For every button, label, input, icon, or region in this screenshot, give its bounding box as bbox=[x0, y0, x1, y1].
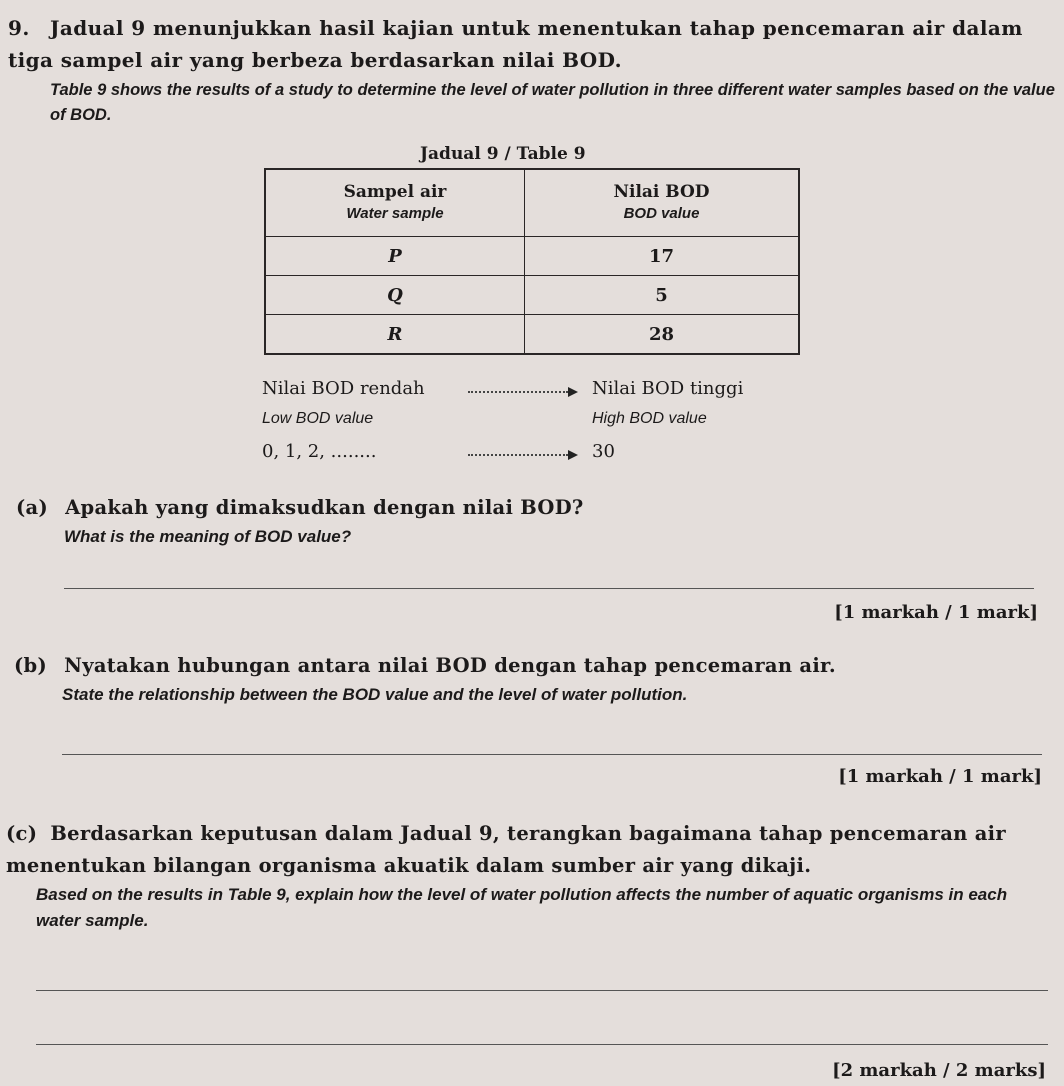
scale-high-value: 30 bbox=[592, 441, 615, 462]
table-header-row bbox=[265, 169, 799, 237]
header-bod-value bbox=[525, 169, 800, 237]
part-b-question-ms bbox=[14, 652, 836, 680]
header-water-sample-ms: Sampel air bbox=[343, 182, 447, 202]
value-cell: 28 bbox=[525, 315, 800, 355]
part-c-question-ms bbox=[6, 818, 1056, 882]
sample-cell: Q bbox=[265, 276, 525, 315]
header-water-sample bbox=[265, 169, 525, 237]
bod-table bbox=[264, 168, 800, 355]
answer-line-b[interactable] bbox=[62, 754, 1042, 755]
scale-low-values: 0, 1, 2, ........ bbox=[262, 441, 377, 462]
table-row bbox=[265, 276, 799, 315]
scale-low-label-ms: Nilai BOD rendah bbox=[262, 378, 425, 399]
intro-malay-text: Jadual 9 menunjukkan hasil kajian untuk menentukan tahap pencemaran air dalam tiga sampel air yang berbeza berdasarkan nilai BOD. bbox=[8, 16, 1023, 72]
part-b-marks: [1 markah / 1 mark] bbox=[838, 766, 1042, 787]
part-a-question-ms bbox=[16, 494, 584, 522]
table-row bbox=[265, 315, 799, 355]
value-cell: 17 bbox=[525, 237, 800, 276]
scale-low-label-en: Low BOD value bbox=[262, 410, 374, 427]
table-row bbox=[265, 237, 799, 276]
header-water-sample-en: Water sample bbox=[346, 205, 444, 222]
answer-line-a[interactable] bbox=[64, 588, 1034, 589]
part-a-marks: [1 markah / 1 mark] bbox=[834, 602, 1038, 623]
sample-cell: R bbox=[265, 315, 525, 355]
question-number: 9. bbox=[8, 16, 30, 40]
question-intro-malay bbox=[8, 12, 1058, 76]
answer-line-c2[interactable] bbox=[36, 1044, 1048, 1045]
answer-line-c1[interactable] bbox=[36, 990, 1048, 991]
part-b-label: (b) bbox=[14, 654, 47, 677]
scale-arrowhead-top bbox=[568, 387, 578, 397]
part-c-text-ms: Berdasarkan keputusan dalam Jadual 9, terangkan bagaimana tahap pencemaran air menentukan bilangan organisma akuatik dalam sumber air yang dikaji. bbox=[6, 822, 1006, 877]
part-c-question-en: Based on the results in Table 9, explain how the level of water pollution affects the number of aquatic organisms in each water sample. bbox=[36, 885, 1008, 930]
part-a-text-ms: Apakah yang dimaksudkan dengan nilai BOD? bbox=[65, 496, 584, 519]
question-intro-english: Table 9 shows the results of a study to determine the level of water pollution in three different water samples based on the value of BOD. bbox=[50, 81, 1055, 124]
header-bod-value-ms: Nilai BOD bbox=[613, 182, 710, 202]
table-caption: Jadual 9 / Table 9 bbox=[420, 144, 586, 164]
scale-high-label-en: High BOD value bbox=[592, 410, 707, 427]
part-c-label: (c) bbox=[6, 822, 38, 845]
part-b-text-ms: Nyatakan hubungan antara nilai BOD dengan tahap pencemaran air. bbox=[64, 654, 836, 677]
part-b-question-en: State the relationship between the BOD value and the level of water pollution. bbox=[62, 685, 688, 704]
part-c-marks: [2 markah / 2 marks] bbox=[832, 1060, 1046, 1081]
value-cell: 5 bbox=[525, 276, 800, 315]
scale-arrowhead-bottom bbox=[568, 450, 578, 460]
scale-high-label-ms: Nilai BOD tinggi bbox=[592, 378, 744, 399]
sample-cell: P bbox=[265, 237, 525, 276]
part-a-question-en: What is the meaning of BOD value? bbox=[64, 527, 352, 546]
header-bod-value-en: BOD value bbox=[623, 205, 700, 222]
scale-arrow-line-top bbox=[468, 391, 568, 393]
scale-arrow-line-bottom bbox=[468, 454, 568, 456]
part-a-label: (a) bbox=[16, 496, 48, 519]
